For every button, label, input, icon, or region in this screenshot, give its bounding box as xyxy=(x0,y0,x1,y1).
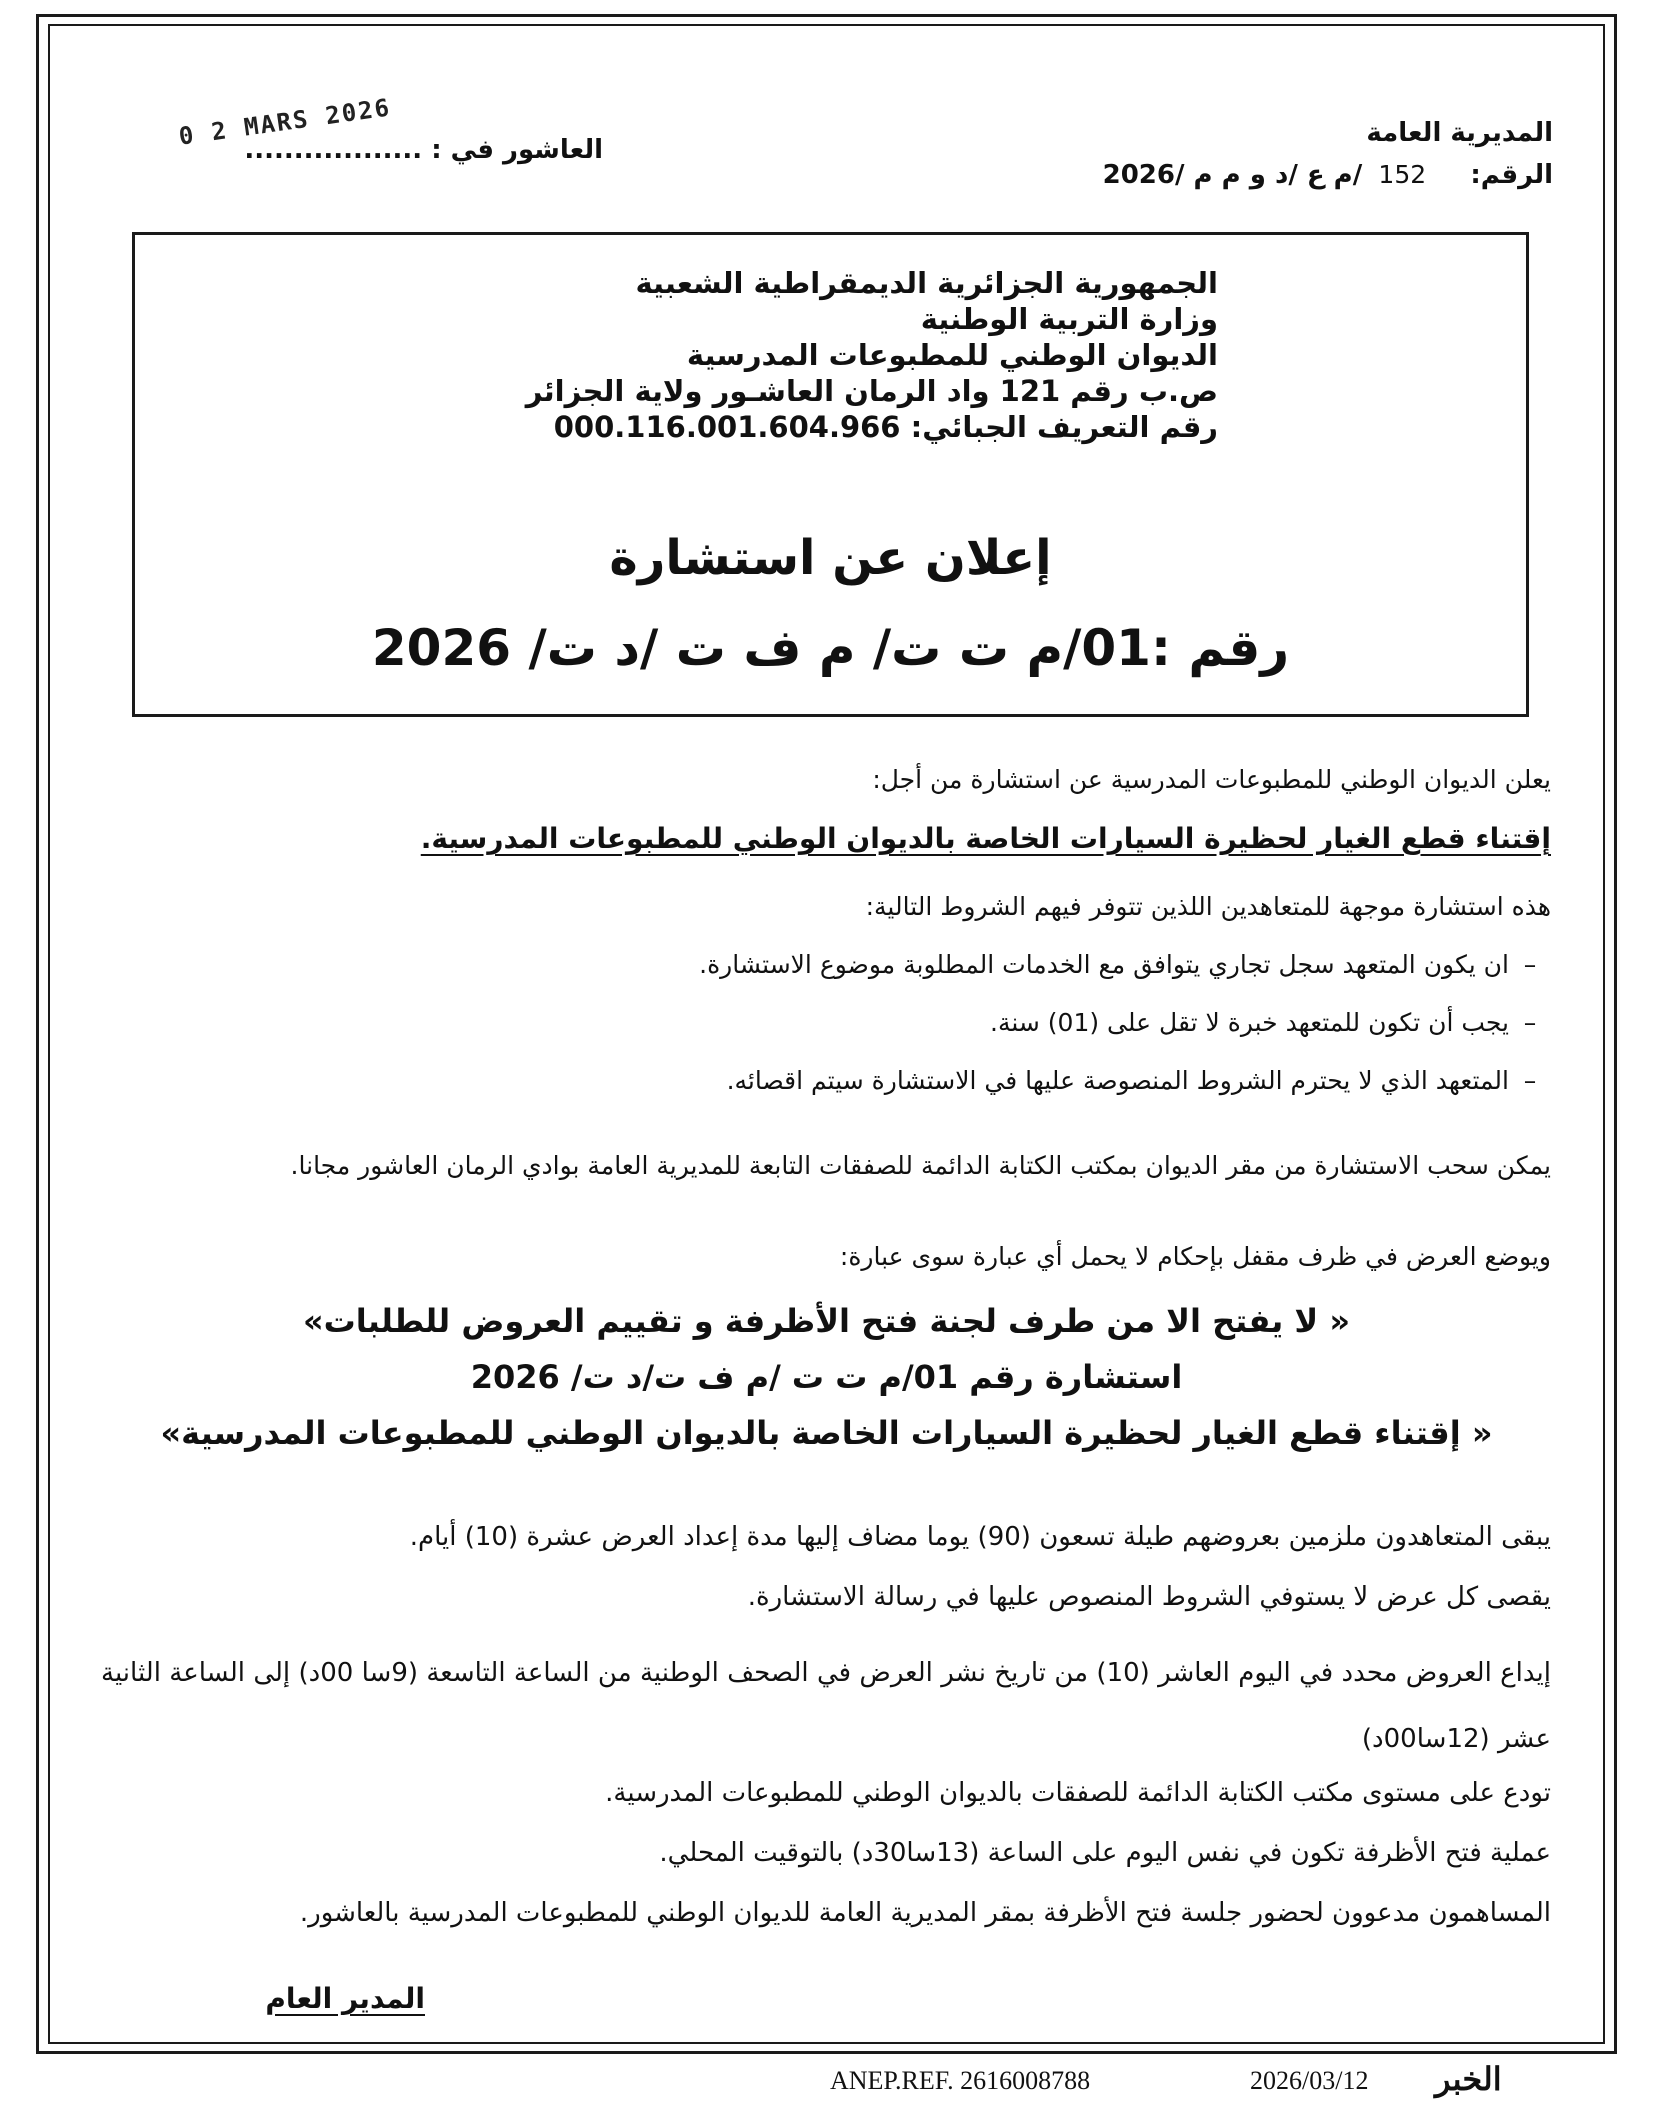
invitation-text: المساهمون مدعوون لحضور جلسة فتح الأظرفة بمقر المديرية العامة للديوان الوطني للمطبوعات المدرسية بالعاشور. xyxy=(299,1898,1551,1928)
ministry-line: وزارة التربية الوطنية xyxy=(920,302,1218,336)
deposit-paragraph: إيداع العروض محدد في اليوم العاشر (10) من تاريخ نشر العرض في الصحف الوطنية من الساعة التاسعة (9سا 00د) إلى الساعة الثانية عشر (12سا00د) xyxy=(101,1658,1551,1754)
envelope-quote-1: « لا يفتح الا من طرف لجنة فتح الأظرفة و تقييم العروض للطلبات» xyxy=(302,1302,1351,1340)
institution-block xyxy=(368,265,1218,445)
reference-code: /م ع /د و م م /2026 xyxy=(1102,160,1363,190)
withdraw-paragraph: يمكن سحب الاستشارة من مقر الديوان بمكتب الكتابة الدائمة للصفقات التابعة للمديرية العامة بوادي الرمان العاشور مجانا. xyxy=(290,1151,1551,1180)
date-stamp: 0 2 MARS 2026 xyxy=(177,93,393,151)
address-line: ص.ب رقم 121 واد الرمان العاشـور ولاية الجزائر xyxy=(525,374,1218,408)
reference-number: 152 xyxy=(1378,160,1427,189)
announcement-box xyxy=(132,232,1529,717)
reference-line xyxy=(1103,160,1553,190)
condition-item: –ان يكون المتعهد سجل تجاري يتوافق مع الخدمات المطلوبة موضوع الاستشارة. xyxy=(699,950,1537,979)
direction-label: المديرية العامة xyxy=(1366,118,1553,148)
location-text: تودع على مستوى مكتب الكتابة الدائمة للصفقات بالديوان الوطني للمطبوعات المدرسية. xyxy=(605,1778,1551,1808)
envelope-quote-2: استشارة رقم 01/م ت ت /م ف ت/د ت/ 2026 xyxy=(470,1358,1183,1396)
office-line: الديوان الوطني للمطبوعات المدرسية xyxy=(686,338,1218,372)
validity-text: يبقى المتعاهدون ملزمين بعروضهم طيلة تسعون (90) يوما مضاف إليها مدة إعداد العرض عشرة (10) أيام. xyxy=(409,1522,1551,1552)
place-date-label: العاشور في : .................. xyxy=(244,135,603,165)
intro-text: يعلن الديوان الوطني للمطبوعات المدرسية عن استشارة من أجل: xyxy=(872,765,1551,794)
reference-label: الرقم: xyxy=(1470,160,1553,190)
conditions-intro: هذه استشارة موجهة للمتعاهدين اللذين تتوفر فيهم الشروط التالية: xyxy=(865,892,1551,921)
signature-title: المدير العام xyxy=(265,1982,425,2015)
subject-text: إقتناء قطع الغيار لحظيرة السيارات الخاصة بالديوان الوطني للمطبوعات المدرسية. xyxy=(420,822,1551,855)
announcement-number: رقم :01/م ت ت/ م ف ت /د ت/ 2026 xyxy=(371,619,1290,677)
envelope-text: ويوضع العرض في ظرف مقفل بإحكام لا يحمل أي عبارة سوى عبارة: xyxy=(839,1242,1551,1271)
opening-text: عملية فتح الأظرفة تكون في نفس اليوم على الساعة (13سا30د) بالتوقيت المحلي. xyxy=(659,1838,1551,1868)
announcement-title: إعلان عن استشارة xyxy=(609,530,1052,586)
tax-id-line: رقم التعريف الجبائي: 000.116.001.604.966 xyxy=(553,410,1218,444)
envelope-quote-3: « إقتناء قطع الغيار لحظيرة السيارات الخاصة بالديوان الوطني للمطبوعات المدرسية» xyxy=(160,1414,1493,1452)
condition-item: –يجب أن تكون للمتعهد خبرة لا تقل على (01) سنة. xyxy=(990,1008,1537,1037)
republic-line: الجمهورية الجزائرية الديمقراطية الشعبية xyxy=(635,266,1218,300)
condition-item: –المتعهد الذي لا يحترم الشروط المنصوصة عليها في الاستشارة سيتم اقصائه. xyxy=(726,1066,1537,1095)
footer-reference: ANEP.REF. 2616008788 xyxy=(830,2066,1091,2095)
newspaper-logo: الخبر xyxy=(1435,2060,1502,2098)
exclusion-text: يقصى كل عرض لا يستوفي الشروط المنصوص عليها في رسالة الاستشارة. xyxy=(747,1582,1551,1612)
footer-date: 2026/03/12 xyxy=(1250,2066,1369,2095)
